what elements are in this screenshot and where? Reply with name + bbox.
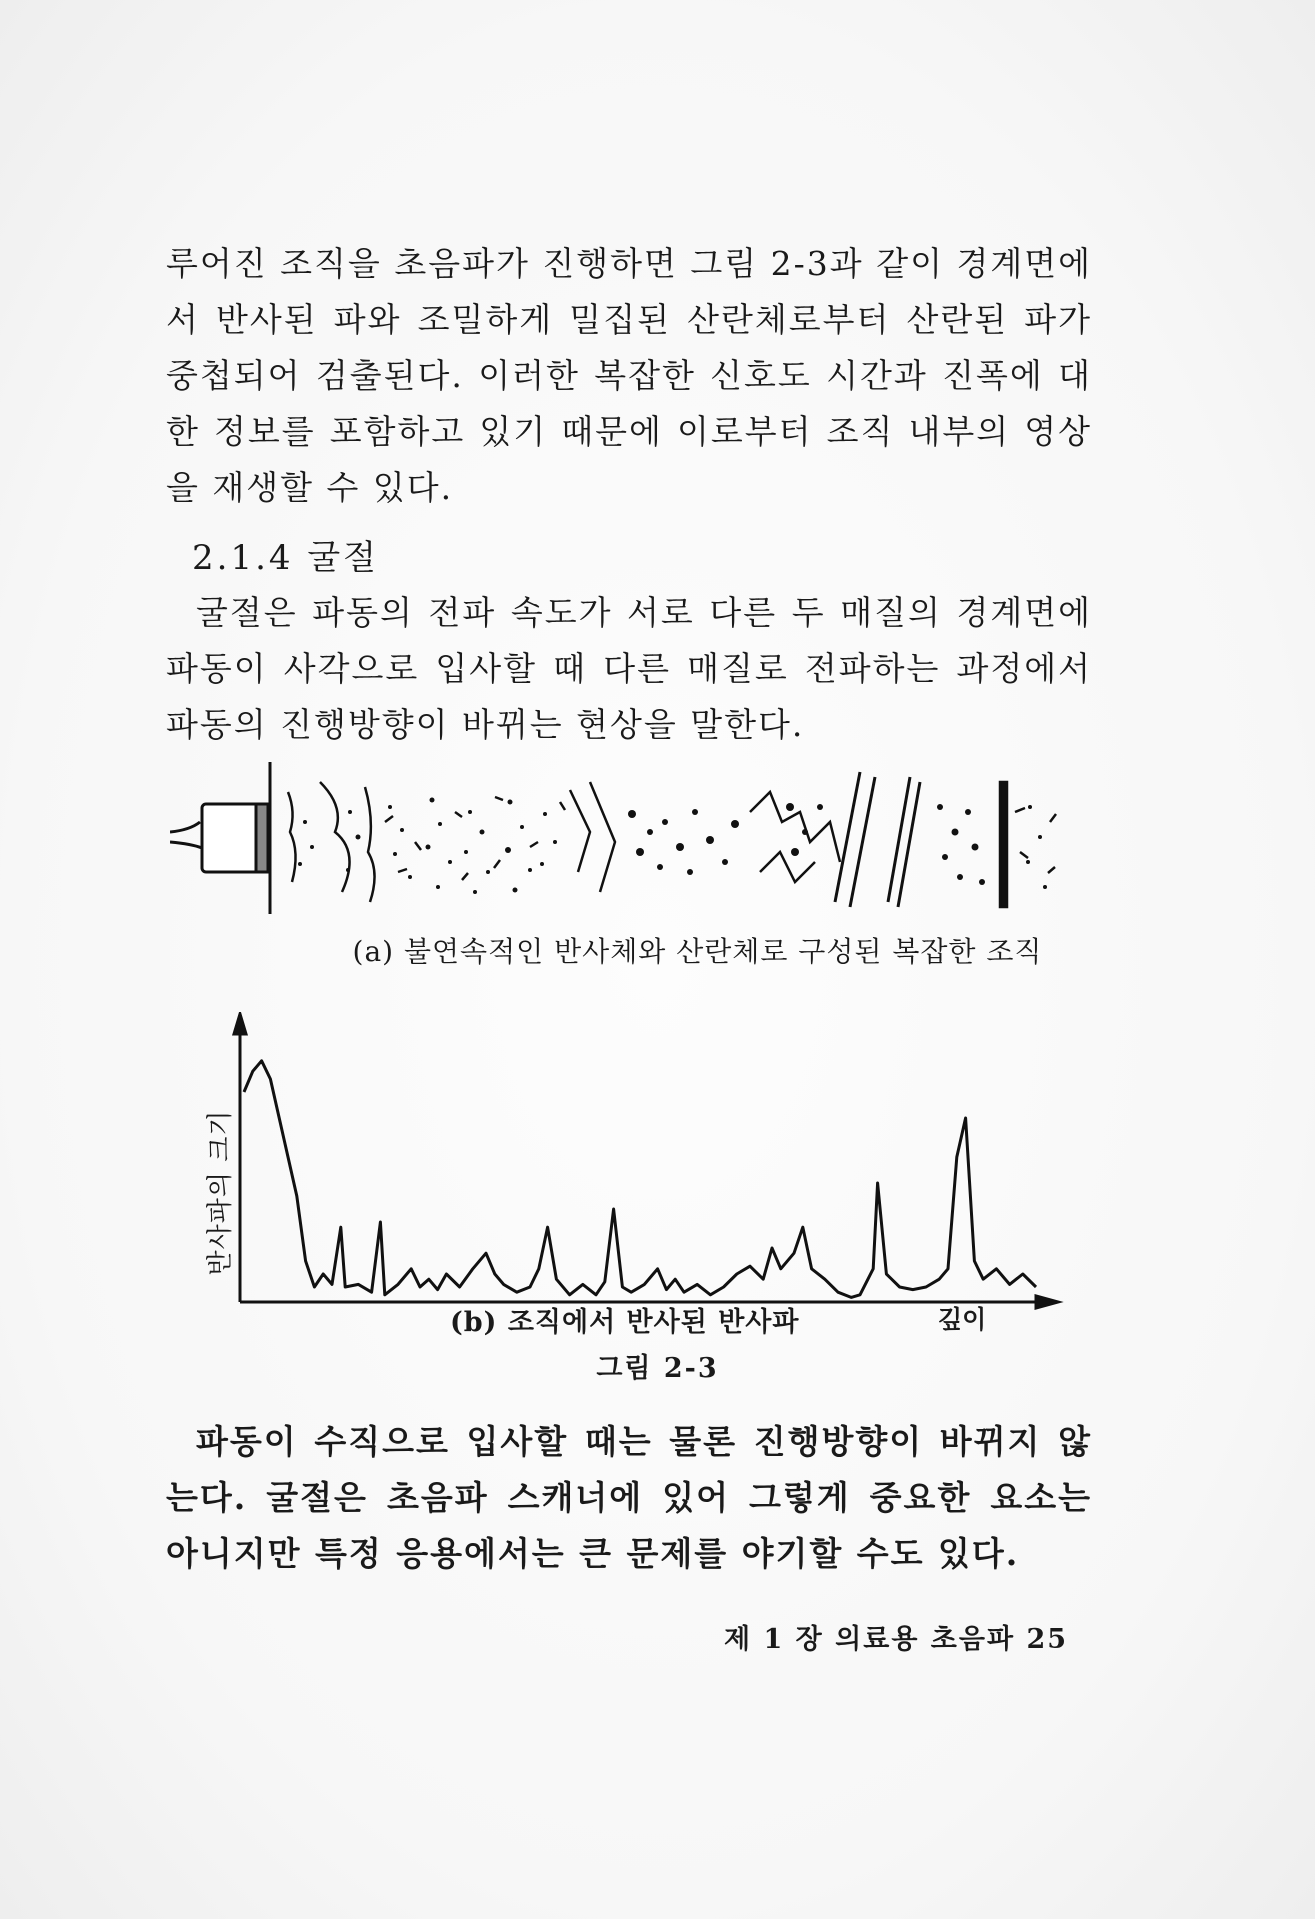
section-heading: 2.1.4 굴절 (192, 538, 380, 578)
echo-plot (196, 1012, 1066, 1312)
paragraph: 굴절은 파동의 전파 속도가 서로 다른 두 매질의 경계면에 파동이 사각으로 입사할 때 다른 매질로 전파하는 과정에서 파동의 진행방향이 바뀌는 현상을 말한다. (166, 593, 1093, 744)
x-axis-label: 깊이 (938, 1305, 987, 1334)
paragraph: 파동이 수직으로 입사할 때는 물론 진행방향이 바뀌지 않는다. 굴절은 초음파 스캐너에 있어 그렇게 중요한 요소는 아니지만 특정 응용에서는 큰 문제를 야기할 수도 있다. (166, 1422, 1092, 1573)
y-axis-arrow (234, 1014, 246, 1034)
y-axis-label: 반사파의 크기 (205, 1109, 236, 1276)
x-axis-arrow (1036, 1296, 1058, 1308)
page-footer: 제 1 장 의료용 초음파 25 (724, 1624, 1069, 1655)
tissue-illustration (170, 752, 1080, 922)
figure-label: 그림 2-3 (596, 1353, 719, 1384)
figure-caption-b: (b) 조직에서 반사된 반사파 (450, 1307, 800, 1338)
paragraph: 루어진 조직을 초음파가 진행하면 그림 2-3과 같이 경계면에서 반사된 파와 조밀하게 밀집된 산란체로부터 산란된 파가 중첩되어 검출된다. 이러한 복잡한 신호도 시간과 진폭에 대한 정보를 포함하고 있기 때문에 이로부터 조직 내부의 영상을 재생할 수 있다. (166, 244, 1092, 507)
echo-trace (244, 1061, 1036, 1298)
figure-caption-a: (a) 불연속적인 반사체와 산란체로 구성된 복잡한 조직 (352, 935, 1043, 968)
